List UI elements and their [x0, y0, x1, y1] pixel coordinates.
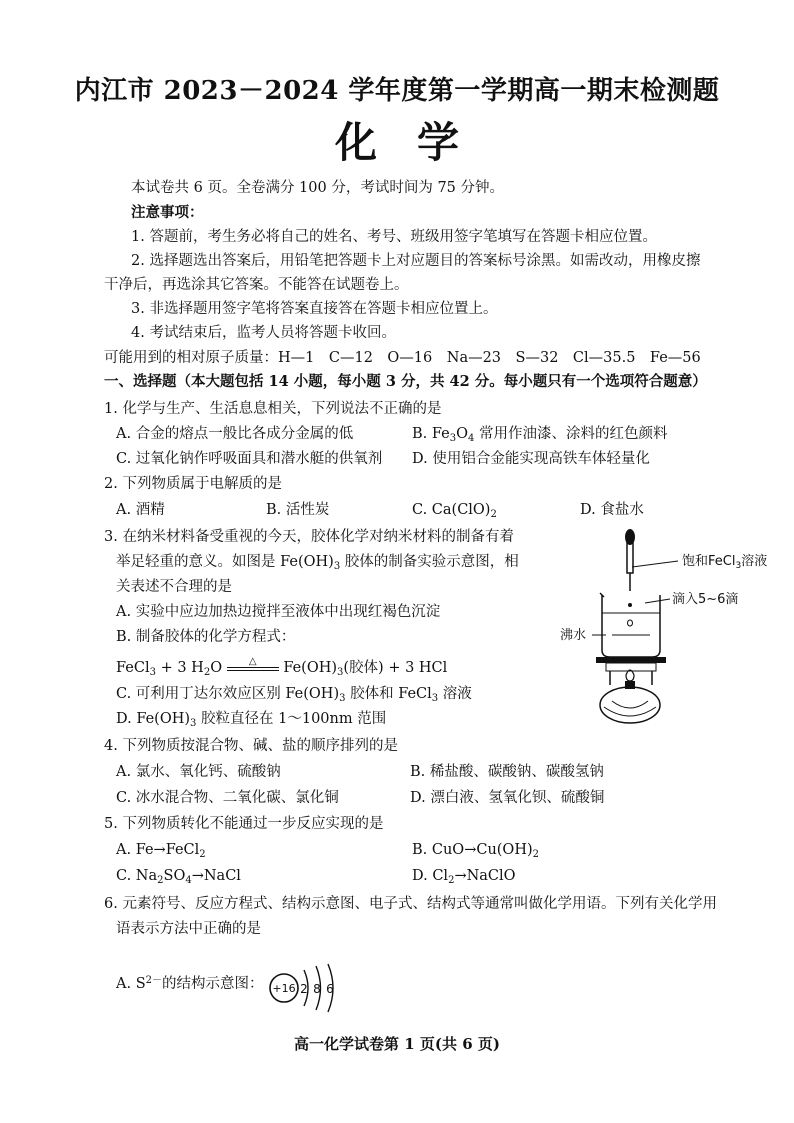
q3-option-c: C. 可利用丁达尔效应区别 $Fe(OH)_3$ 胶体和 FeCl$_3$ 溶液 — [116, 686, 472, 704]
q5-stem: 5. 下列物质转化不能通过一步反应实现的是 — [104, 816, 384, 832]
q5-option-c: C. $Na_2SO_4\to NaCl$ — [116, 868, 241, 886]
q5-option-d: D. $Cl_2\to NaClO$ — [412, 868, 516, 886]
q2-option-b: B. 活性炭 — [266, 502, 330, 518]
q2-stem: 2. 下列物质属于电解质的是 — [104, 476, 282, 492]
heat-condition: △ — [248, 656, 257, 667]
page-footer: 高一化学试卷第 1 页(共 6 页) — [294, 1035, 500, 1053]
atomic-masses: 可能用到的相对原子质量：H—1 C—12 O—16 Na—23 S—32 Cl—35.5 Fe—56 — [104, 350, 701, 366]
q4-option-a: A. 氯水、氧化钙、硫酸钠 — [116, 764, 281, 780]
notice-1: 1. 答题前，考生务必将自己的姓名、考号、班级用签字笔填写在答题卡相应位置。 — [131, 229, 657, 245]
q1-option-d: D. 使用铝合金能实现高铁车体轻量化 — [412, 451, 650, 467]
q5-option-a: A. Fe→FeCl$_2$ — [116, 842, 206, 860]
fig-label-boiling-water: 沸水 — [560, 628, 587, 643]
notice-2: 2. 选择题选出答案后，用铅笔把答题卡上对应题目的答案标号涂黑。如需改动，用橡皮擦 — [131, 253, 701, 269]
q3-option-d: D. $Fe(OH)_3$ 胶粒直径在 1～100nm 范围 — [116, 711, 387, 729]
q3-option-a: A. 实验中应边加热边搅拌至液体中出现红褐色沉淀 — [116, 604, 441, 620]
q1-option-b: B. $Fe_3O_4$ 常用作油漆、涂料的红色颜料 — [412, 426, 668, 444]
exam-title: 内江市 2023－2024 学年度第一学期高一期末检测题 — [74, 76, 720, 106]
notice-3: 3. 非选择题用签字笔将答案直接答在答题卡相应位置上。 — [131, 301, 498, 317]
q4-option-c: C. 冰水混合物、二氧化碳、氯化铜 — [116, 790, 339, 806]
section-heading: 一、选择题（本大题包括 14 小题，每小题 3 分，共 42 分。每小题只有一个选项符合题意） — [104, 373, 707, 390]
q1-option-a: A. 合金的熔点一般比各成分金属的低 — [116, 426, 354, 442]
q6-option-a: A. $S^{2-}$的结构示意图： — [116, 975, 264, 992]
shell-3-electrons: 6 — [326, 982, 334, 996]
reaction-arrow — [227, 656, 279, 671]
q6-line1: 6. 元素符号、反应方程式、结构示意图、电子式、结构式等通常叫做化学用语。下列有关化学用 — [104, 896, 717, 912]
nucleus-charge: +16 — [272, 982, 296, 995]
exam-info: 本试卷共 6 页。全卷满分 100 分，考试时间为 75 分钟。 — [131, 180, 505, 196]
shell-1-electrons: 2 — [300, 982, 308, 996]
beaker-icon — [600, 593, 660, 657]
notice-4: 4. 考试结束后，监考人员将答题卡收回。 — [131, 325, 396, 341]
alcohol-burner-icon — [600, 670, 660, 723]
notice-2-cont: 干净后，再选涂其它答案。不能答在试题卷上。 — [104, 277, 409, 293]
shell-2-electrons: 8 — [313, 982, 321, 996]
q6-line2: 语表示方法中正确的是 — [116, 921, 261, 937]
q2-option-c: C. $Ca(ClO)_2$ — [412, 502, 497, 520]
q1-stem: 1. 化学与生产、生活息息相关，下列说法不正确的是 — [104, 401, 442, 417]
q5-option-b: B. $CuO\to Cu(OH)_2$ — [412, 842, 539, 860]
q3-equation: FeCl$_3$ + 3 $H_2O$ △ $Fe(OH)_3$(胶体) + 3 HCl — [116, 656, 448, 678]
q2-option-a: A. 酒精 — [116, 502, 165, 518]
fig-label-drops: 滴入5~6滴 — [672, 592, 739, 607]
q3-line2: 举足轻重的意义。如图是 $Fe(OH)_3$ 胶体的制备实验示意图，相 — [116, 554, 519, 572]
q3-line1: 3. 在纳米材料备受重视的今天，胶体化学对纳米材料的制备有着 — [104, 529, 514, 545]
q4-option-b: B. 稀盐酸、碳酸钠、碳酸氢钠 — [410, 764, 604, 780]
q4-stem: 4. 下列物质按混合物、碱、盐的顺序排列的是 — [104, 738, 398, 754]
q1-option-c: C. 过氧化钠作呼吸面具和潜水艇的供氧剂 — [116, 451, 383, 467]
q4-option-d: D. 漂白液、氢氧化钡、硫酸铜 — [410, 790, 605, 806]
sulfide-ion-structure-diagram — [268, 960, 340, 1016]
notice-title: 注意事项： — [131, 204, 204, 221]
colloid-apparatus-figure — [560, 525, 770, 730]
dropper-icon — [625, 529, 635, 591]
q3-option-b: B. 制备胶体的化学方程式： — [116, 629, 296, 645]
q3-line3: 关表述不合理的是 — [116, 579, 232, 595]
q2-option-d: D. 食盐水 — [580, 502, 644, 518]
fig-label-fecl3: 饱和FeCl$_3$溶液 — [682, 554, 768, 571]
subject-title: 化学 — [334, 118, 499, 167]
